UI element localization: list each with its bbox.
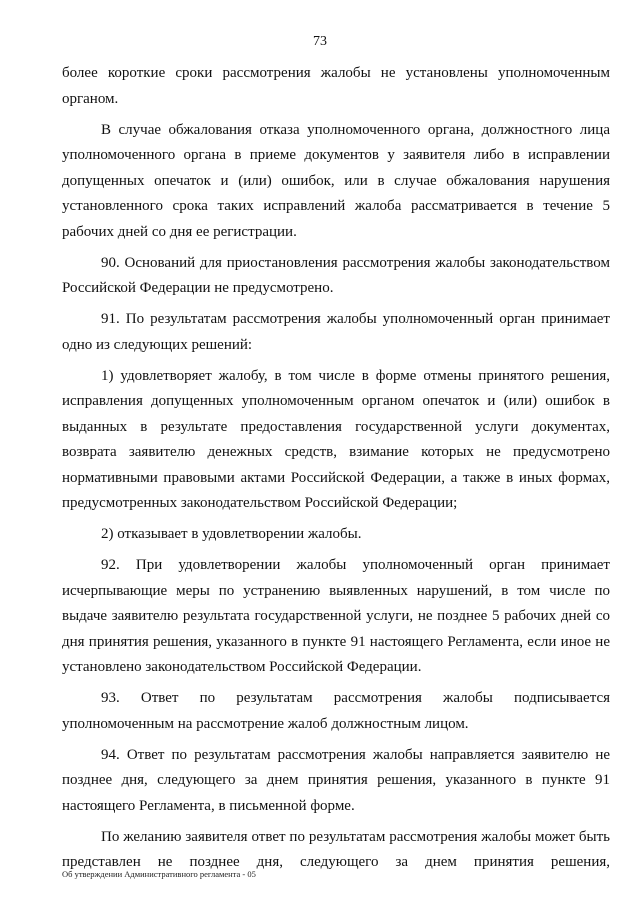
paragraph-91-item-1: 1) удовлетворяет жалобу, в том числе в форме отмены принятого решения, исправления допущенных уполномоченным органом опечаток и (или) ошибок в выданных в результате предоставления государственной услуги документах, возврата заявителю денежных средств, взимание которых не предусмотрено нормативными правовыми актами Российской Федерации, а также в иных формах, предусмотренных законодательством Российской Федерации;: [62, 367, 610, 511]
page-footer: Об утверждении Административного регламента - 05: [62, 869, 256, 879]
paragraph-continuation: более короткие сроки рассмотрения жалобы не установлены уполномоченным органом.: [62, 65, 610, 107]
paragraph-applicant-request: По желанию заявителя ответ по результатам рассмотрения жалобы может быть представлен не позднее дня, следующего за днем принятия решения,: [62, 828, 610, 870]
paragraph-92: 92. При удовлетворении жалобы уполномоченный орган принимает исчерпывающие меры по устранению выявленных нарушений, в том числе по выдаче заявителю результата государственной услуги, не позднее 5 рабочих дней со дня принятия решения, указанного в пункте 91 настоящего Регламента, если иное не установлено законодательством Российской Федерации.: [62, 557, 610, 675]
paragraph-90: 90. Оснований для приостановления рассмотрения жалобы законодательством Российской Федерации не предусмотрено.: [62, 254, 610, 296]
paragraph-91: 91. По результатам рассмотрения жалобы уполномоченный орган принимает одно из следующих решений:: [62, 311, 610, 353]
paragraph-appeal-refusal: В случае обжалования отказа уполномоченного органа, должностного лица уполномоченного органа в приеме документов у заявителя либо в исправлении допущенных опечаток и (или) ошибок, или в случае обжалования нарушения установленного срока таких исправлений жалоба рассматривается в течение 5 рабочих дней со дня ее регистрации.: [62, 121, 610, 240]
paragraph-93: 93. Ответ по результатам рассмотрения жалобы подписывается уполномоченным на рассмотрение жалоб должностным лицом.: [62, 690, 610, 732]
page-number: 73: [313, 34, 327, 49]
document-body: [62, 61, 610, 876]
paragraph-91-item-2: 2) отказывает в удовлетворении жалобы.: [101, 526, 362, 542]
paragraph-94: 94. Ответ по результатам рассмотрения жалобы направляется заявителю не позднее дня, следующего за днем принятия решения, указанного в пункте 91 настоящего Регламента, в письменной форме.: [62, 746, 610, 814]
